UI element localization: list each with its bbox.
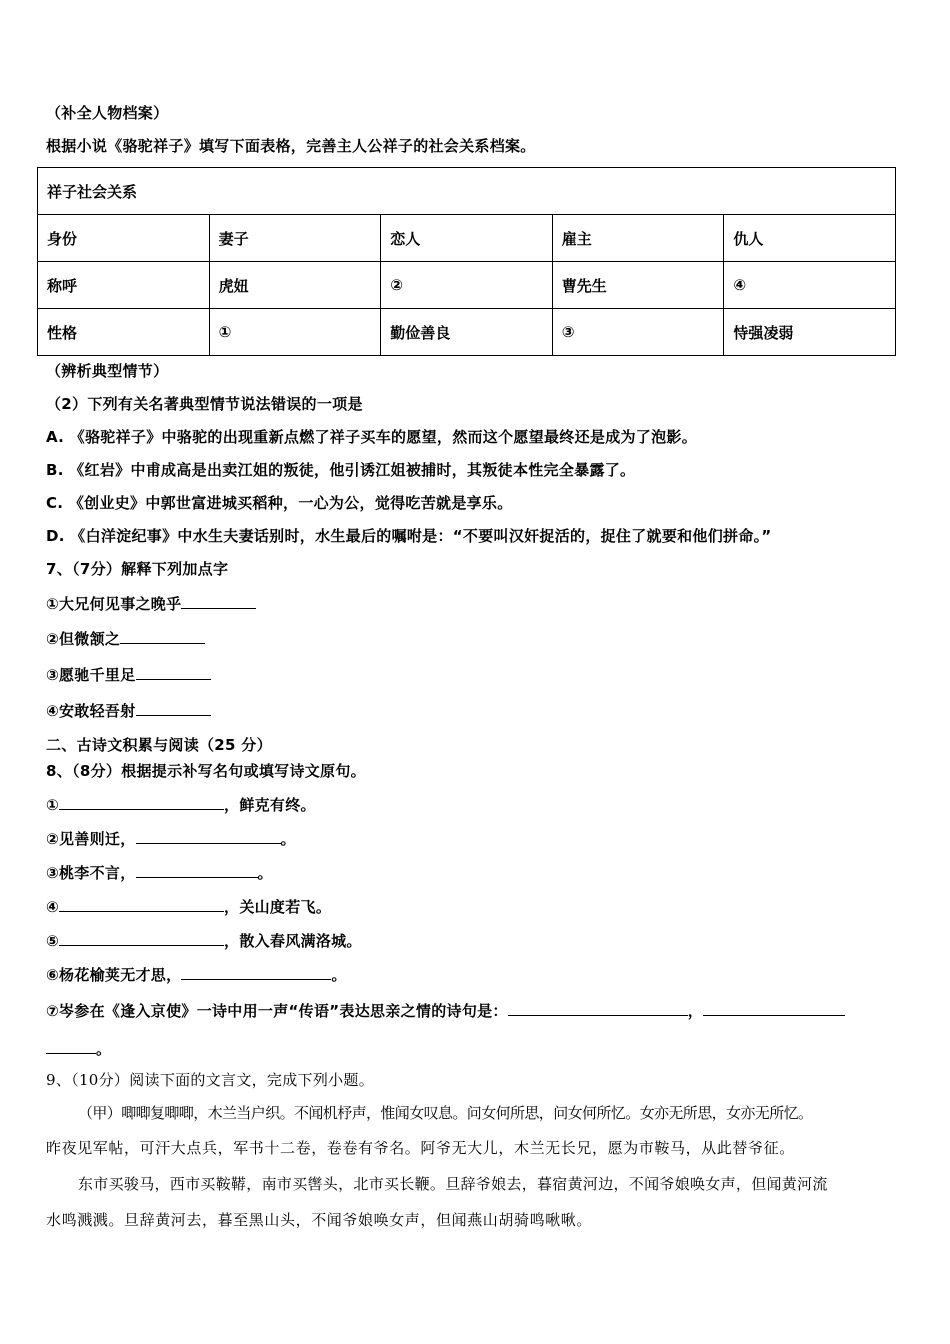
answer-blank[interactable] bbox=[59, 929, 224, 946]
q8-item: ⑤ ，散入春风满洛城。 bbox=[46, 929, 362, 951]
option-d: D. 《白洋淀纪事》中水生夫妻话别时，水生最后的嘱咐是：“不要叫汉奸捉活的，捉住了就要和他们拼命。” bbox=[46, 527, 772, 545]
q7-item: ①大兄何见事之晚乎 bbox=[46, 592, 256, 614]
q7-item: ③愿驰千里足 bbox=[46, 663, 211, 685]
answer-blank[interactable] bbox=[508, 999, 688, 1016]
answer-blank[interactable] bbox=[703, 999, 845, 1016]
answer-blank[interactable] bbox=[181, 963, 331, 980]
answer-blank[interactable] bbox=[59, 895, 224, 912]
option-b: B. 《红岩》中甫成高是出卖江姐的叛徒，他引诱江姐被捕时，其叛徒本性完全暴露了。 bbox=[46, 461, 636, 479]
table-cell: 身份 bbox=[38, 215, 210, 262]
table-row bbox=[38, 262, 896, 309]
option-a: A. 《骆驼祥子》中骆驼的出现重新点燃了祥子买车的愿望，然而这个愿望最终还是成为了泡影。 bbox=[46, 428, 698, 446]
q8-item-cont: 。 bbox=[46, 1037, 111, 1059]
answer-blank[interactable] bbox=[136, 663, 211, 680]
answer-blank[interactable] bbox=[136, 827, 281, 844]
answer-blank[interactable] bbox=[120, 627, 205, 644]
section-heading-plot: （辨析典型情节） bbox=[46, 362, 169, 380]
question-7-stem: 7、（7分）解释下列加点字 bbox=[46, 560, 229, 578]
table-cell: ③ bbox=[552, 309, 724, 356]
table-cell: 性格 bbox=[38, 309, 210, 356]
answer-blank[interactable] bbox=[181, 592, 256, 609]
passage-line: 水鸣溅溅。旦辞黄河去，暮至黑山头，不闻爷娘唤女声，但闻燕山胡骑鸣啾啾。 bbox=[46, 1211, 593, 1229]
answer-blank[interactable] bbox=[46, 1037, 96, 1054]
table-row bbox=[38, 309, 896, 356]
table-title: 祥子社会关系 bbox=[38, 168, 896, 215]
answer-blank[interactable] bbox=[59, 793, 224, 810]
table-cell: 称呼 bbox=[38, 262, 210, 309]
question-9-stem: 9、（10分）阅读下面的文言文，完成下列小题。 bbox=[46, 1071, 375, 1089]
table-cell: ② bbox=[381, 262, 553, 309]
q7-item: ②但微颔之 bbox=[46, 627, 205, 649]
passage-line: 东市买骏马，西市买鞍鞯，南市买辔头，北市买长鞭。旦辞爷娘去，暮宿黄河边，不闻爷娘唤女声，但闻黄河流 bbox=[78, 1175, 828, 1193]
table-cell: 恋人 bbox=[381, 215, 553, 262]
table-cell: 虎妞 bbox=[209, 262, 381, 309]
answer-blank[interactable] bbox=[136, 699, 211, 716]
q8-item: ②见善则迁， 。 bbox=[46, 827, 296, 849]
table-cell: 勤俭善良 bbox=[381, 309, 553, 356]
passage-line: 昨夜见军帖，可汗大点兵，军书十二卷，卷卷有爷名。阿爷无大儿，木兰无长兄，愿为市鞍马，从此替爷征。 bbox=[46, 1139, 795, 1157]
table-cell: 妻子 bbox=[209, 215, 381, 262]
table-cell: 雇主 bbox=[552, 215, 724, 262]
relationship-table bbox=[37, 167, 896, 356]
table-cell: 曹先生 bbox=[552, 262, 724, 309]
option-c: C. 《创业史》中郭世富进城买稻种，一心为公，觉得吃苦就是享乐。 bbox=[46, 494, 513, 512]
section-heading-profile: （补全人物档案） bbox=[46, 104, 169, 122]
table-cell: ④ bbox=[724, 262, 896, 309]
q8-item: ③桃李不言， 。 bbox=[46, 861, 273, 883]
table-row bbox=[38, 215, 896, 262]
part-2-title: 二、古诗文积累与阅读（25 分） bbox=[46, 736, 272, 754]
answer-blank[interactable] bbox=[136, 861, 258, 878]
instruction-text: 根据小说《骆驼祥子》填写下面表格，完善主人公祥子的社会关系档案。 bbox=[46, 137, 536, 155]
table-cell: 恃强凌弱 bbox=[724, 309, 896, 356]
q7-item: ④安敢轻吾射 bbox=[46, 699, 211, 721]
table-cell: 仇人 bbox=[724, 215, 896, 262]
question-8-stem: 8、（8分）根据提示补写名句或填写诗文原句。 bbox=[46, 762, 366, 780]
q8-item: ① ，鲜克有终。 bbox=[46, 793, 316, 815]
passage-line: （甲）唧唧复唧唧，木兰当户织。不闻机杼声，惟闻女叹息。问女何所思，问女何所忆。女亦无所思，女亦无所忆。 bbox=[78, 1104, 813, 1122]
q8-item: ④ ，关山度若飞。 bbox=[46, 895, 331, 917]
q8-item: ⑦岑参在《逢入京使》一诗中用一声“传语”表达思亲之情的诗句是： ， bbox=[46, 999, 845, 1021]
table-cell: ① bbox=[209, 309, 381, 356]
q8-item: ⑥杨花榆荚无才思， 。 bbox=[46, 963, 347, 985]
question-2-stem: （2）下列有关名著典型情节说法错误的一项是 bbox=[46, 395, 363, 413]
